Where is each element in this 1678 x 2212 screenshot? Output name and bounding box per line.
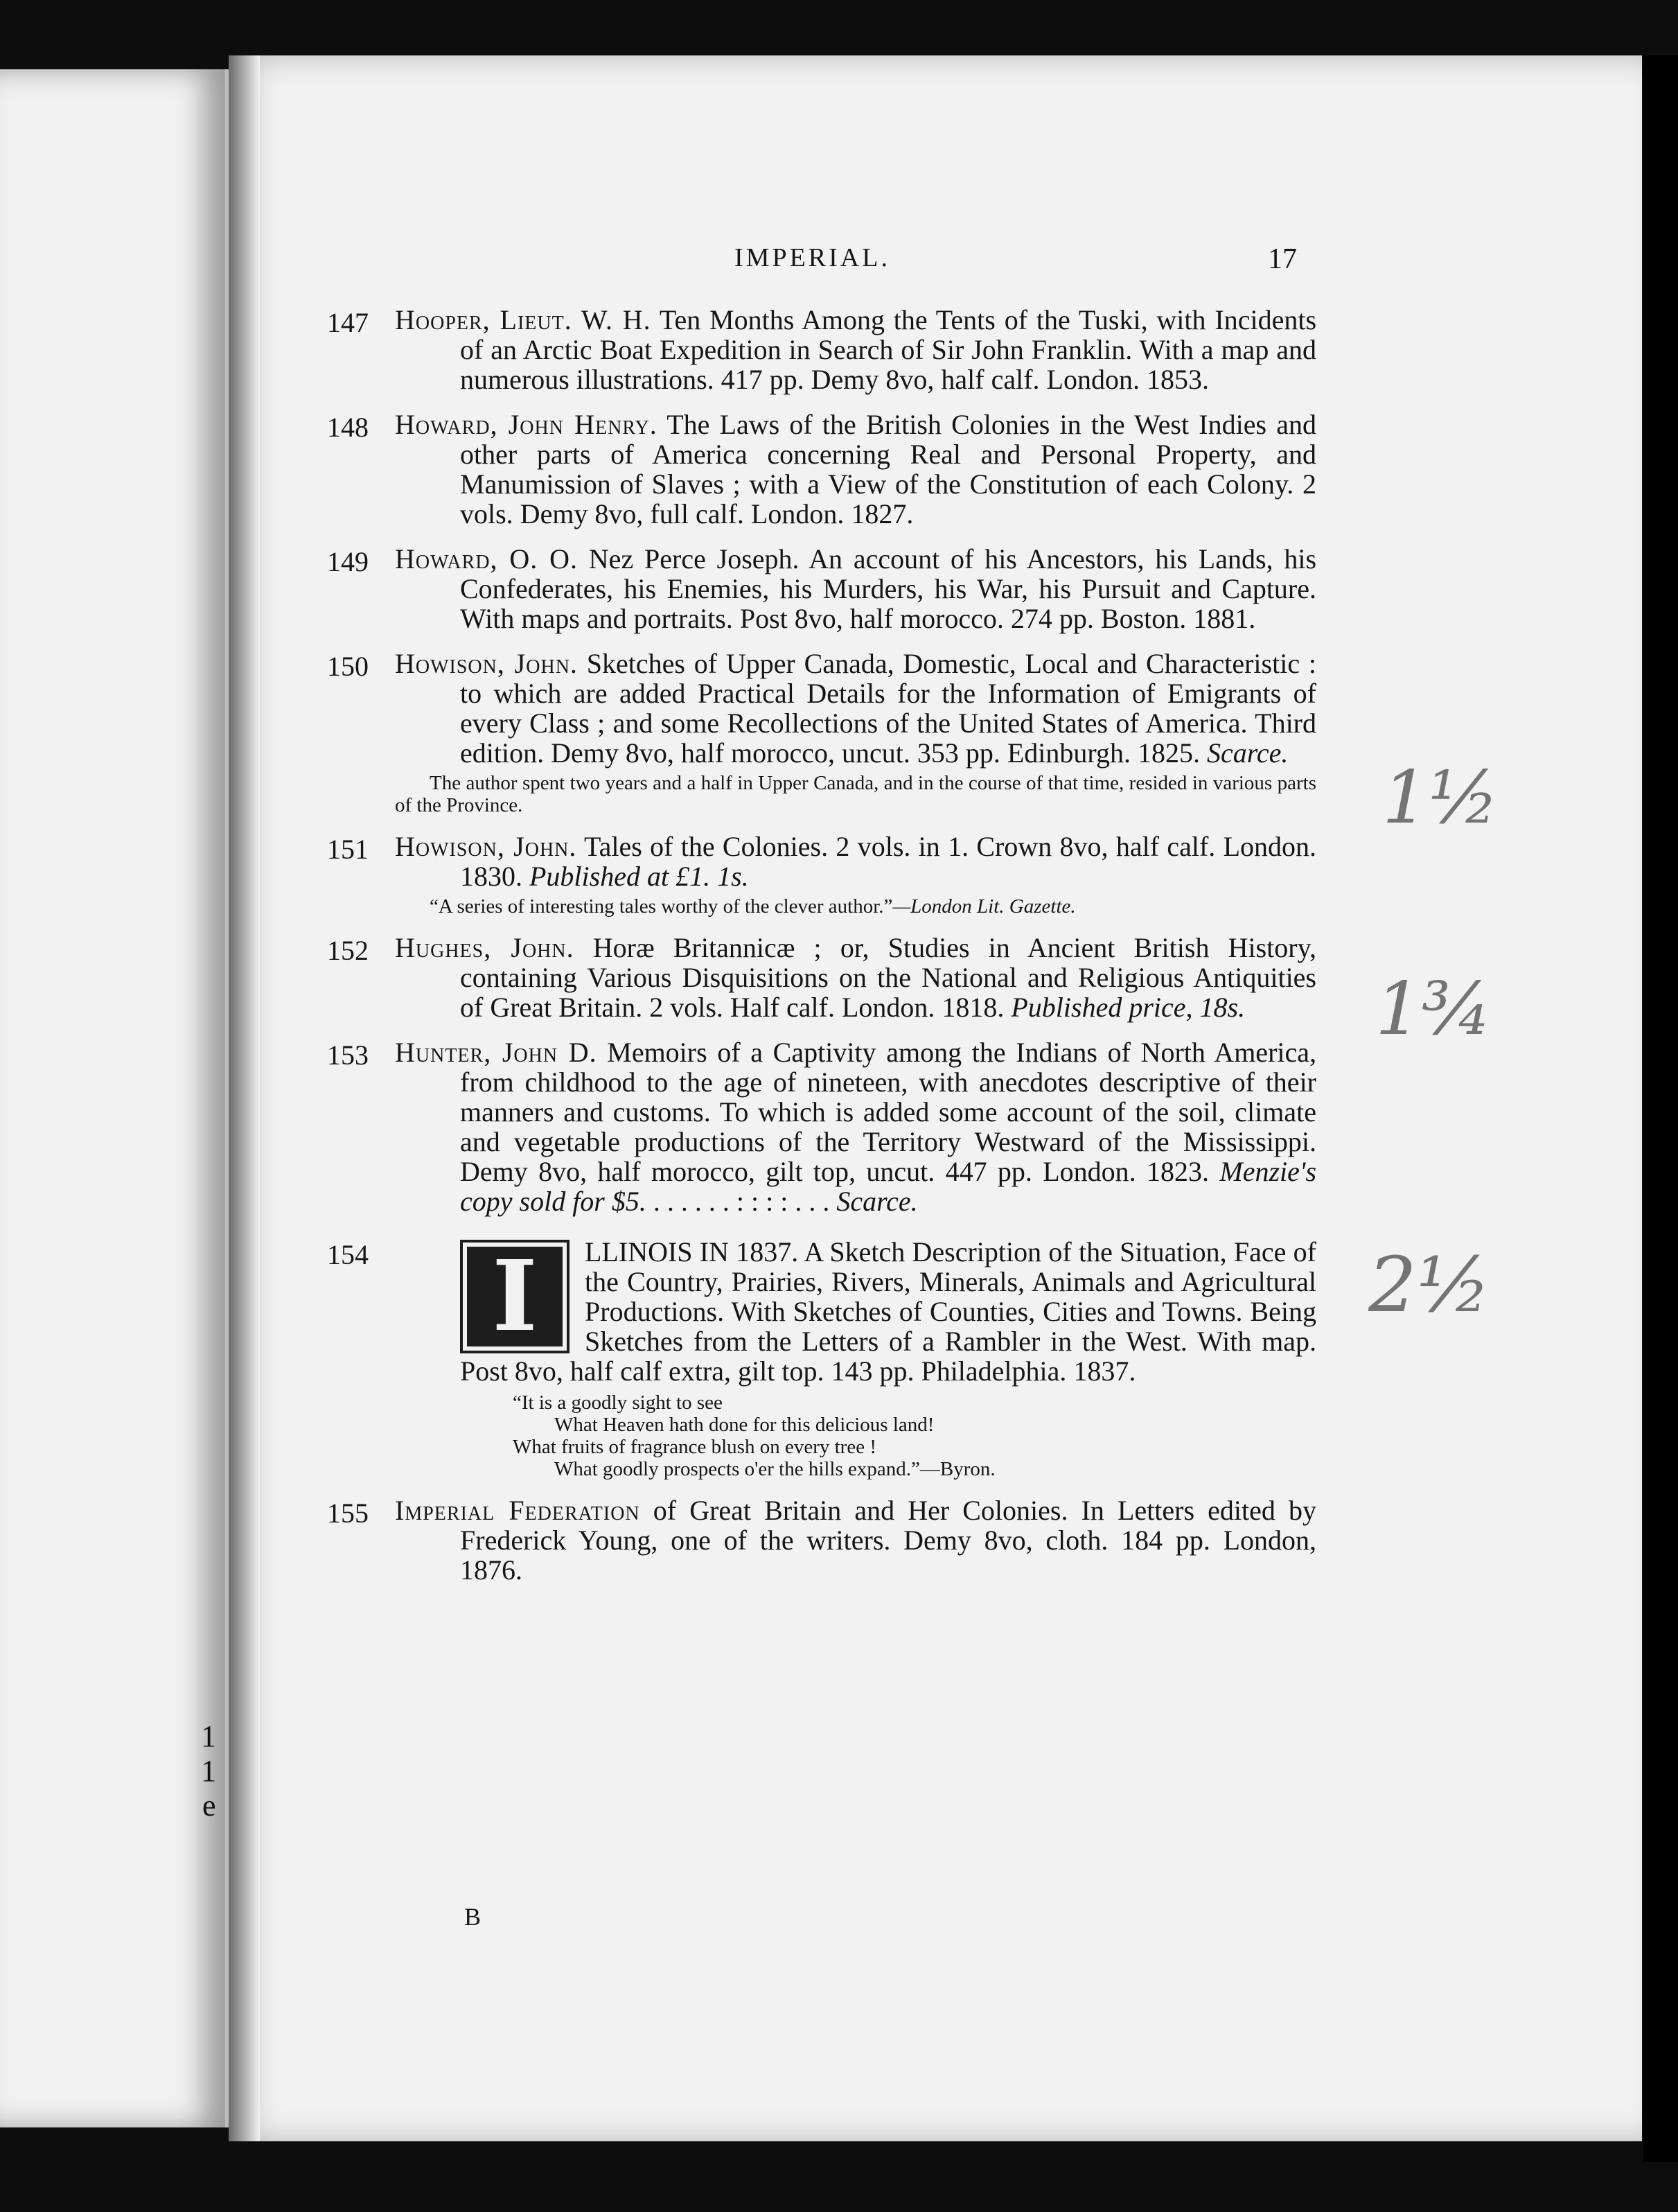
entry-number: 153 bbox=[327, 1039, 369, 1071]
entry-text: Nez Perce Joseph. An account of his Ancestors, his Lands, his Confederates, his Enemies, his Murders, his War, his Pursuit and Capture. With maps and portraits. Post 8vo, half morocco. 274 pp. Boston. 1881. bbox=[460, 543, 1317, 634]
entry-rarity: Scarce. bbox=[1207, 737, 1289, 769]
entry-text: LLINOIS IN 1837. A Sketch Description of the Situation, Face of the Country, Prairies, Rivers, Minerals, Animals and Agricultural Productions. With Sketches of Counties, Cities and Towns. Being Sketches from the Letters of a Rambler in the West. With map. Post 8vo, half calf extra, gilt top. 143 pp. Philadelphia. 1837. bbox=[460, 1236, 1316, 1387]
catalogue-entries bbox=[327, 304, 1317, 1600]
epigraph-line: What fruits of fragrance blush on every tree ! bbox=[513, 1436, 876, 1458]
epigraph-line: “It is a goodly sight to see bbox=[513, 1392, 723, 1414]
catalogue-entry bbox=[327, 932, 1317, 1023]
handwritten-price-note: 1½ bbox=[1382, 755, 1499, 840]
entry-author: Howard, O. O. bbox=[395, 543, 578, 574]
entry-number: 147 bbox=[327, 307, 369, 338]
entry-text: Tales of the Colonies. 2 vols. in 1. Crown 8vo, half calf. London. 1830. bbox=[460, 831, 1317, 892]
handwritten-price-note: 2½ bbox=[1368, 1240, 1491, 1329]
catalogue-entry bbox=[327, 1236, 1316, 1480]
signature-mark: B bbox=[464, 1903, 482, 1931]
decorative-initial: I bbox=[460, 1240, 569, 1353]
entry-text: Ten Months Among the Tents of the Tuski, with Incidents of an Arctic Boat Expedition in Search of Sir John Franklin. With a map and numerous illustrations. 417 pp. Demy 8vo, half calf. London. 1853. bbox=[460, 304, 1317, 395]
entry-number: 152 bbox=[327, 935, 369, 966]
catalogue-entry bbox=[327, 304, 1317, 395]
catalogue-entry bbox=[327, 1495, 1317, 1586]
entry-text: Horæ Britannicæ ; or, Studies in Ancient British History, containing Various Disquisitions on the National and Religious Antiquities of Great Britain. 2 vols. Half calf. London. 1818. bbox=[460, 932, 1317, 1023]
entry-author: Hooper, Lieut. W. H. bbox=[395, 304, 651, 335]
entry-author: Howison, John. bbox=[395, 831, 577, 862]
entry-price: Published at £1. 1s. bbox=[529, 861, 749, 892]
epigraph bbox=[513, 1392, 1316, 1480]
entry-rarity: Scarce. bbox=[836, 1186, 918, 1217]
entry-text: of Great Britain and Her Colonies. In Letters edited by Frederick Young, one of the writers. Demy 8vo, cloth. 184 pp. London, 1876. bbox=[460, 1495, 1317, 1586]
note-source: —London Lit. Gazette. bbox=[892, 895, 1076, 918]
catalogue-entry bbox=[327, 409, 1317, 529]
entry-number: 151 bbox=[327, 834, 369, 865]
left-page-glyph: 1 bbox=[201, 1719, 216, 1753]
entry-price: Published price, 18s. bbox=[1011, 992, 1246, 1023]
left-page-glyph: 1 bbox=[201, 1754, 216, 1788]
page-number: 17 bbox=[1268, 243, 1297, 275]
entry-text: Sketches of Upper Canada, Domestic, Local and Characteristic : to which are added Practical Details for the Information of Emigrants of every Class ; and some Recollections of the United States of America. Third edition. Demy 8vo, half morocco, uncut. 353 pp. Edinburgh. 1825. bbox=[460, 648, 1317, 769]
entry-number: 154 bbox=[327, 1239, 369, 1270]
page-edge-shadow bbox=[1643, 55, 1678, 2162]
epigraph-line: What goodly prospects o'er the hills expand.”—Byron. bbox=[554, 1458, 996, 1480]
handwritten-price-note: 1¾ bbox=[1375, 967, 1492, 1051]
left-page-glyph: e bbox=[202, 1789, 216, 1823]
entry-text: The Laws of the British Colonies in the West Indies and other parts of America concerning Real and Personal Property, and Manumission of Slaves ; with a View of the Constitution of each Colony. 2 vols. Demy 8vo, full calf. London. 1827. bbox=[460, 409, 1317, 529]
entry-text: Memoirs of a Captivity among the Indians of North America, from childhood to the age of nineteen, with anecdotes descriptive of their manners and customs. To which is added some account of the soil, climate and vegetable productions of the Territory Westward of the Mississippi. Demy 8vo, half morocco, gilt top, uncut. 447 pp. London. 1823. bbox=[460, 1037, 1317, 1187]
entry-note: The author spent two years and a half in Upper Canada, and in the course of that time, resided in various parts of the Province. bbox=[395, 772, 1316, 816]
entry-author: Imperial Federation bbox=[395, 1495, 640, 1526]
entry-author: Hunter, John D. bbox=[395, 1037, 597, 1068]
entry-author: Hughes, John. bbox=[395, 932, 574, 963]
catalogue-entry bbox=[327, 648, 1317, 816]
entry-number: 148 bbox=[327, 412, 369, 443]
note-quote: “A series of interesting tales worthy of the clever author.” bbox=[430, 895, 893, 918]
entry-number: 155 bbox=[327, 1498, 369, 1529]
running-head: IMPERIAL. bbox=[734, 243, 890, 272]
catalogue-entry bbox=[327, 1037, 1317, 1217]
entry-note bbox=[395, 895, 1316, 918]
left-page-edge bbox=[0, 69, 229, 2127]
epigraph-line: What Heaven hath done for this delicious land! bbox=[554, 1414, 935, 1436]
entry-number: 149 bbox=[327, 546, 369, 577]
book-gutter bbox=[229, 55, 260, 2141]
catalogue-entry bbox=[327, 543, 1317, 634]
catalogue-entry bbox=[327, 831, 1317, 918]
entry-number: 150 bbox=[327, 651, 369, 682]
leader-dots: . . . . . . : : : : . . . bbox=[646, 1186, 837, 1217]
entry-author: Howison, John. bbox=[395, 648, 578, 679]
entry-provenance: Menzie's copy sold for $5. bbox=[460, 1156, 1317, 1217]
entry-author: Howard, John Henry. bbox=[395, 409, 657, 440]
